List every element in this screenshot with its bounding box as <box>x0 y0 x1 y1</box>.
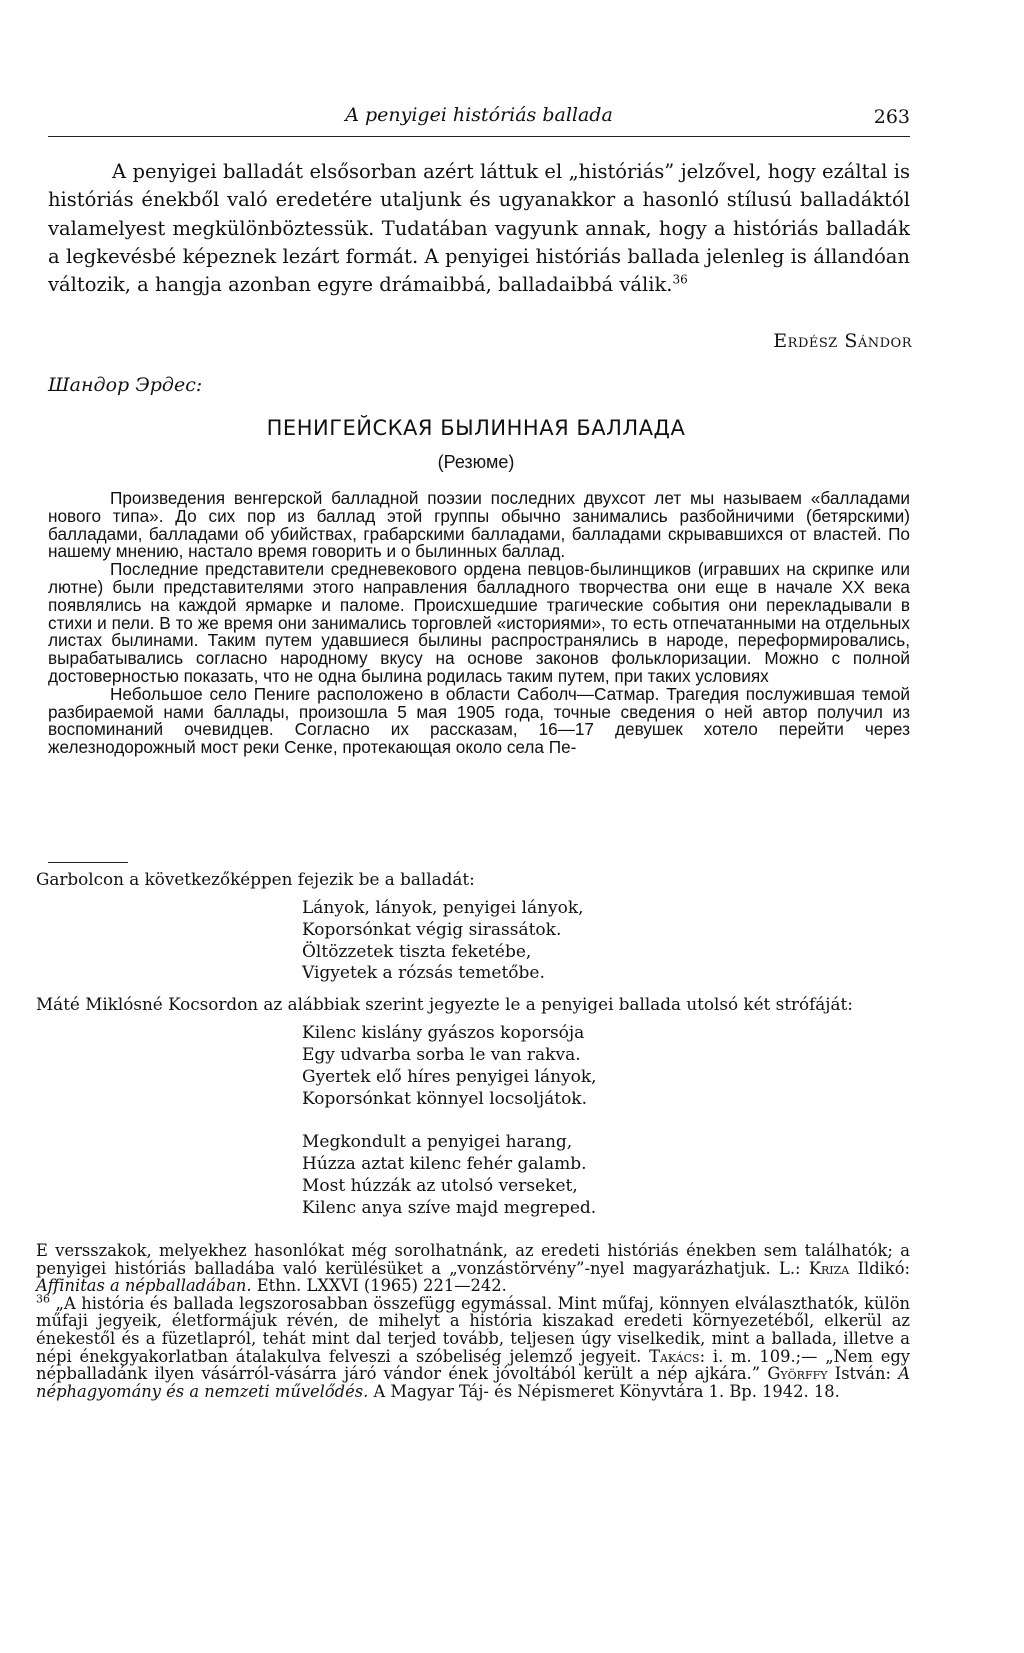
verse-line: Kilenc kislány gyászos koporsója <box>302 1023 585 1044</box>
verse-line: Koporsónkat végig sirassátok. <box>302 919 562 940</box>
footnote-title: A néphagyomány és a nemzeti művelődés. <box>36 1364 910 1401</box>
verse-intro: Garbolcon a következőképpen fejezik be a balladát: <box>36 869 475 889</box>
footnote-author: Takács <box>649 1346 700 1366</box>
russian-paragraph: Последние представители средневекового ордена певцов-былинщиков (игравших на скрипке или лютне) были представителями этого направления балладного творчества они еще в начале XX века появлялись на каждой ярмарке и паломе. Происхшедшие трагические события они перекладывали в стихи и пели. В то же время они занимались торговлей «историями», то есть отпечатанными на отдельных листах былинами. Таким путем удавшиеся былины распространялись в народе, переформировались, вырабатывались согласно народному вкусу на основе законов фольклоризации. Можно с полной достоверностью показать, что не одна былина родилась таким путем, при таких условиях <box>48 559 910 686</box>
footnote-35 <box>36 1242 910 1295</box>
footnotes <box>36 1242 910 1400</box>
author-signature: Erdész Sándor <box>773 330 912 352</box>
page-header <box>48 100 910 137</box>
footnote-text: „A história és ballada legszorosabban összefügg egymással. Mint műfaj, könnyen elválaszthatók, külön műfaji jegyeik, életformájuk révén, de mihelyt a história kiszakad eredeti környezetéből, elkerül az énekestől és a füzetlapról, tehát mint dal terjed tovább, teljesen úgy viselkedik, mint a ballada, illetve a népi énekgyakorlatban átalakulva felveszi a szóbeliség jelemző jegyeit. <box>36 1293 910 1366</box>
footnote-number: 36 <box>36 1292 50 1306</box>
verse-line: Egy udvarba sorba le van rakva. <box>302 1044 581 1065</box>
russian-summary-subtitle: (Резюме) <box>437 452 515 472</box>
footnote-ref-36: 36 <box>672 272 688 287</box>
footnote-text: E versszakok, melyekhez hasonlókat még sorolhatnánk, az eredeti históriás énekben sem találhatók; a penyigei históriás balladába való kerülésüket a „vonzástörvény”-nyel magyarázhatjuk. L.: <box>36 1241 910 1278</box>
verse-line: Lányok, lányok, penyigei lányok, <box>302 898 584 918</box>
verse-line: Gyertek elő híres penyigei lányok, <box>302 1066 597 1087</box>
verse-line: Kilenc anya szíve majd megreped. <box>302 1197 597 1218</box>
running-title: A penyigei históriás ballada <box>345 104 613 126</box>
footnote-text: : i. m. 109.;— „Nem egy népballadánk ilyen vásárról-vásárra járó vándor ének jóvoltából került a nép ajkára.” <box>36 1346 910 1384</box>
russian-summary-author: Шандор Эрдес: <box>48 374 203 396</box>
russian-paragraph: Небольшое село Пениге расположено в области Саболч—Сатмар. Трагедия послужившая темой разбираемой нами баллады, произошла 5 мая 1905 года, точные сведения о ней автор получил из воспоминаний очевидцев. Согласно их рассказам, 16—17 девушек хотело перейти через железнодорожный мост реки Сенке, протекающая около села Пе- <box>48 683 910 758</box>
footnote-separator <box>48 862 128 863</box>
verse-line: Koporsónkat könnyel locsoljátok. <box>302 1088 588 1109</box>
footnote-text: Ethn. LXXVI (1965) 221—242. <box>251 1276 507 1296</box>
footnote-title: Affinitas a népballadában. <box>36 1276 252 1296</box>
verse-line: Megkondult a penyigei harang, <box>302 1132 573 1153</box>
footnote-author: Györffy <box>767 1364 828 1384</box>
page-number: 263 <box>873 106 910 128</box>
verse-line: Öltözzetek tiszta feketébe, <box>302 941 532 962</box>
verse-line: Húzza aztat kilenc fehér galamb. <box>302 1154 587 1175</box>
verse-line: Most húzzák az utolsó verseket, <box>302 1175 578 1196</box>
footnote-text: Ildikó: <box>849 1258 910 1278</box>
verse-line: Vigyetek a rózsás temetőbe. <box>302 963 545 984</box>
hungarian-paragraph <box>48 158 910 299</box>
russian-summary-body <box>48 490 910 757</box>
russian-summary-title: ПЕНИГЕЙСКАЯ БЫЛИННАЯ БАЛЛАДА <box>266 416 686 440</box>
footnote-author: Kriza <box>808 1258 850 1278</box>
hungarian-conclusion <box>48 158 910 299</box>
verse-notes <box>36 868 910 1220</box>
verse-intro: Máté Miklósné Kocsordon az alábbiak szerint jegyezte le a penyigei ballada utolsó két strófáját: <box>36 994 853 1015</box>
footnote-text: A Magyar Táj- és Népismeret Könyvtára 1. Bp. 1942. 18. <box>368 1381 840 1401</box>
footnote-36 <box>36 1292 910 1401</box>
hungarian-paragraph-text: A penyigei balladát elsősorban azért láttuk el „históriás” jelzővel, hogy ezáltal is históriás énekből való eredetére utaljunk és ugyanakkor a hasonló stílusú balladáktól valamelyest megkülönböztessük. Tudatában vagyunk annak, hogy a históriás balladák a legkevésbé képeznek lezárt formát. A penyigei históriás ballada jelenleg is állandóan változik, a hangja azonban egyre drámaibbá, balladaibbá válik. <box>48 160 910 297</box>
russian-paragraph: Произведения венгерской балладной поэзии последних двухсот лет мы называем «балладами нового типа». До сих пор из баллад этой группы обычно занимались разбойничими (бетярскими) балладами, балладами об убийствах, грабарскими балладами, балладами скрывавшихся от властей. По нашему мнению, настало время говорить и о былинных баллад. <box>48 488 910 562</box>
footnote-text: István: <box>827 1364 899 1384</box>
